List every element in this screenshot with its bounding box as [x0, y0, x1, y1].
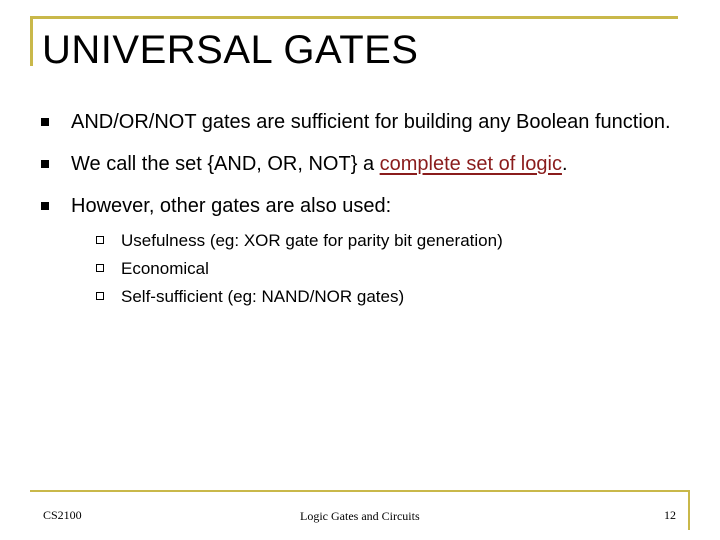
sub-bullet-text: Economical	[121, 259, 209, 278]
sub-bullet-item-usefulness	[96, 227, 690, 255]
hollow-square-bullet-icon	[96, 292, 104, 300]
sub-bullet-item-economical	[96, 255, 690, 283]
frame-top-line	[30, 16, 678, 19]
sub-bullet-text: Usefulness (eg: XOR gate for parity bit generation)	[121, 231, 503, 250]
hollow-square-bullet-icon	[96, 236, 104, 244]
hollow-square-bullet-icon	[96, 264, 104, 272]
square-bullet-icon	[41, 160, 49, 168]
bullet-item-3	[40, 192, 690, 311]
bullet-item-1	[40, 108, 690, 136]
sub-bullet-text: Self-sufficient (eg: NAND/NOR gates)	[121, 287, 405, 306]
bullet-item-2	[40, 150, 690, 178]
bullet-text-suffix: .	[561, 153, 568, 175]
bullet-text: AND/OR/NOT gates are sufficient for building any Boolean function.	[71, 111, 671, 133]
sub-bullet-list	[71, 227, 690, 311]
square-bullet-icon	[41, 118, 49, 126]
footer-course-code: CS2100	[43, 508, 82, 522]
bullet-list	[40, 108, 690, 311]
frame-bottom-line	[30, 490, 690, 492]
square-bullet-icon	[41, 202, 49, 210]
footer-lecture-title: Logic Gates and Circuits	[300, 509, 420, 523]
frame-left-line	[30, 16, 33, 66]
frame-right-line	[688, 490, 690, 530]
slide-number: 12	[664, 508, 676, 522]
sub-bullet-item-self-sufficient	[96, 283, 690, 311]
slide-title: UNIVERSAL GATES	[42, 28, 419, 72]
bullet-text: However, other gates are also used:	[71, 195, 392, 217]
bullet-text-prefix: We call the set {AND, OR, NOT} a	[71, 153, 380, 175]
complete-set-of-logic-highlight: complete set of logic	[379, 153, 562, 175]
